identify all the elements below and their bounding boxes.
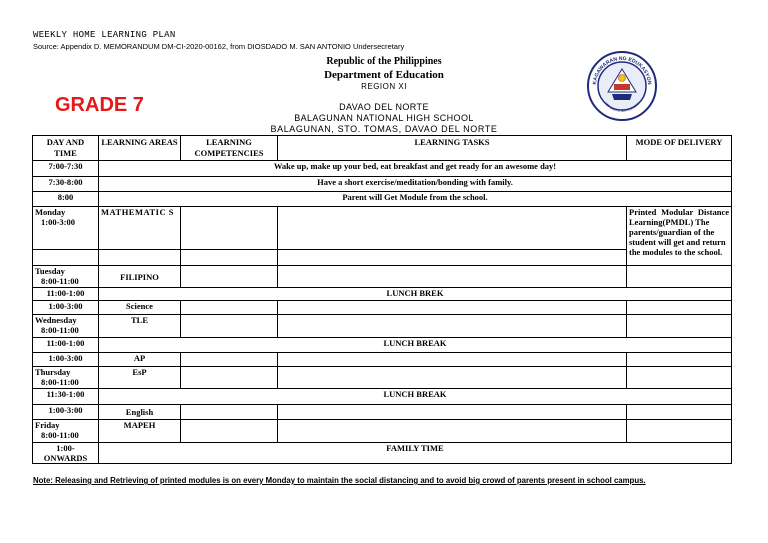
time-cell: 1:00-3:00	[33, 405, 99, 420]
lunch-cell: LUNCH BREAK	[99, 389, 732, 405]
table-row	[33, 443, 732, 464]
lunch-cell: LUNCH BREAK	[99, 338, 732, 353]
mode-cell	[627, 420, 732, 443]
table-row	[33, 192, 732, 207]
empty-cell	[99, 250, 181, 266]
table-row	[33, 207, 732, 250]
col-header-learning-tasks: LEARNING TASKS	[278, 136, 627, 161]
mode-cell	[627, 405, 732, 420]
learning-plan-table	[32, 135, 732, 464]
time-label: 8:00-11:00	[41, 377, 79, 387]
day-time-cell	[33, 367, 99, 389]
learning-area-cell: TLE	[99, 315, 181, 338]
mode-of-delivery-cell	[627, 207, 732, 266]
table-row	[33, 161, 732, 177]
day-label: Thursday	[35, 367, 71, 377]
table-row	[33, 266, 732, 288]
day-label: Wednesday	[35, 315, 77, 325]
table-row	[33, 367, 732, 389]
mode-cell	[627, 367, 732, 389]
family-time-cell: FAMILY TIME	[99, 443, 732, 464]
region-label: REGION XI	[361, 82, 407, 91]
routine-cell: Have a short exercise/meditation/bonding with family.	[99, 177, 732, 192]
col-header-learning-competencies: LEARNING COMPETENCIES	[181, 136, 278, 161]
day-label: Tuesday	[35, 266, 65, 276]
day-time-cell	[33, 207, 99, 250]
competency-cell	[181, 301, 278, 315]
learning-area-cell: AP	[99, 353, 181, 367]
table-row	[33, 177, 732, 192]
empty-cell	[181, 250, 278, 266]
time-cell: 11:30-1:00	[33, 389, 99, 405]
day-label: Friday	[35, 420, 60, 430]
task-cell	[278, 405, 627, 420]
mode-cell	[627, 315, 732, 338]
table-row	[33, 420, 732, 443]
republic-label: Republic of the Philippines	[326, 56, 442, 67]
table-header-row	[33, 136, 732, 161]
svg-text:REPUBLIKA NG PILIPINAS: REPUBLIKA NG PILIPINAS	[603, 101, 641, 114]
footer-note: Note: Releasing and Retrieving of printed modules is on every Monday to maintain the social distancing and to avoid big crowd of parents present in school campus.	[33, 476, 646, 485]
competency-cell	[181, 353, 278, 367]
task-cell	[278, 315, 627, 338]
task-cell	[278, 266, 627, 288]
school-address: BALAGUNAN, STO. TOMAS, DAVAO DEL NORTE	[270, 124, 498, 134]
time-label: 8:00-11:00	[41, 430, 79, 440]
task-cell	[278, 207, 627, 250]
mode-text-rest: Learning(PMDL) The parents/guardian of the student will get and return the modules to the school.	[629, 217, 726, 257]
task-cell	[278, 367, 627, 389]
learning-area-cell: Science	[99, 301, 181, 315]
learning-area-cell: English	[99, 405, 181, 420]
department-label: Department of Education	[324, 69, 444, 81]
learning-area-cell: MATHEMATIC S	[99, 207, 181, 250]
day-time-cell	[33, 420, 99, 443]
empty-cell	[278, 250, 627, 266]
deped-seal-logo	[586, 50, 658, 122]
document-title: WEEKLY HOME LEARNING PLAN	[33, 30, 176, 40]
table-row	[33, 301, 732, 315]
competency-cell	[181, 207, 278, 250]
province-label: DAVAO DEL NORTE	[339, 102, 429, 112]
document-source: Source: Appendix D. MEMORANDUM DM-CI-2020-00162, from DIOSDADO M. SAN ANTONIO Undersecretary	[33, 42, 405, 51]
competency-cell	[181, 266, 278, 288]
table-row	[33, 389, 732, 405]
col-header-day-time: DAY AND TIME	[33, 136, 99, 161]
mode-cell	[627, 266, 732, 288]
task-cell	[278, 420, 627, 443]
empty-cell	[33, 250, 99, 266]
time-label: 1:00-3:00	[41, 217, 75, 227]
learning-area-cell: MAPEH	[99, 420, 181, 443]
task-cell	[278, 353, 627, 367]
table-row	[33, 353, 732, 367]
time-cell: 1:00-3:00	[33, 301, 99, 315]
day-time-cell	[33, 315, 99, 338]
competency-cell	[181, 367, 278, 389]
time-cell: 7:30-8:00	[33, 177, 99, 192]
time-cell: 1:00-3:00	[33, 353, 99, 367]
time-cell: 11:00-1:00	[33, 288, 99, 301]
time-cell: 1:00- ONWARDS	[33, 443, 99, 464]
learning-area-cell: FILIPINO	[99, 266, 181, 288]
time-label: 8:00-11:00	[41, 276, 79, 286]
mode-cell	[627, 301, 732, 315]
routine-cell: Wake up, make up your bed, eat breakfast and get ready for an awesome day!	[99, 161, 732, 177]
task-cell	[278, 301, 627, 315]
table-row	[33, 315, 732, 338]
time-label: 8:00-11:00	[41, 325, 79, 335]
col-header-learning-areas: LEARNING AREAS	[99, 136, 181, 161]
competency-cell	[181, 315, 278, 338]
school-name: BALAGUNAN NATIONAL HIGH SCHOOL	[294, 113, 474, 123]
learning-area-cell: EsP	[99, 367, 181, 389]
table-row	[33, 338, 732, 353]
mode-text-line: Printed Modular Distance	[629, 207, 729, 217]
table-row	[33, 288, 732, 301]
competency-cell	[181, 405, 278, 420]
mode-cell	[627, 353, 732, 367]
routine-cell: Parent will Get Module from the school.	[99, 192, 732, 207]
grade-label: GRADE 7	[55, 94, 144, 116]
time-cell: 11:00-1:00	[33, 338, 99, 353]
time-cell: 7:00-7:30	[33, 161, 99, 177]
table-row	[33, 405, 732, 420]
lunch-cell: LUNCH BREK	[99, 288, 732, 301]
day-time-cell	[33, 266, 99, 288]
day-label: Monday	[35, 207, 66, 217]
time-cell: 8:00	[33, 192, 99, 207]
col-header-mode-of-delivery: MODE OF DELIVERY	[627, 136, 732, 161]
competency-cell	[181, 420, 278, 443]
svg-text:KAGAWARAN NG EDUKASYON: KAGAWARAN NG EDUKASYON	[591, 55, 653, 86]
